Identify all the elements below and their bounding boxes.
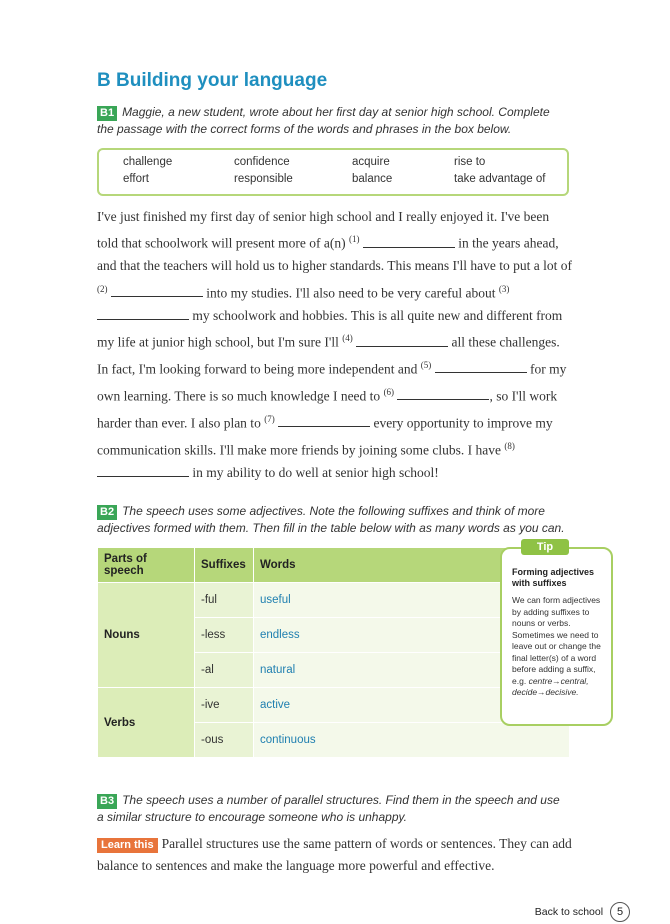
word-box-item: balance xyxy=(352,173,393,185)
tip-box xyxy=(500,547,613,726)
word-cell[interactable]: useful xyxy=(254,583,570,618)
b3-instruction-text: The speech uses a number of parallel structures. Find them in the speech and use a similar structure to encourage someone who is unhappy. xyxy=(97,793,560,824)
page-footer xyxy=(535,902,630,922)
blank-number: (7) xyxy=(264,413,275,424)
passage-text: all these challenges. In fact, I'm looking forward to being more independent and xyxy=(97,334,560,377)
word-box-item: responsible xyxy=(234,173,293,185)
tip-heading: Forming adjectives with suffixes xyxy=(512,567,595,588)
passage-text: my schoolwork and hobbies. This is all quite new and different from my life at junior high school, but I'm sure I'll xyxy=(97,307,563,350)
blank-number: (8) xyxy=(504,440,515,451)
passage-text: in my ability to do well at senior high school! xyxy=(192,464,439,480)
word-box-item: confidence xyxy=(234,156,290,168)
blank-6[interactable] xyxy=(397,387,489,400)
blank-3[interactable] xyxy=(97,307,189,320)
table-header: Words xyxy=(254,548,570,583)
section-letter: B xyxy=(97,70,111,91)
passage-text: , so I'll work harder than ever. I also plan to xyxy=(97,388,558,431)
table-row xyxy=(98,688,570,723)
blank-2[interactable] xyxy=(111,284,203,297)
word-cell[interactable]: endless xyxy=(254,618,570,653)
suffix-cell: -al xyxy=(195,653,254,688)
learn-this xyxy=(97,833,572,877)
b1-instruction xyxy=(97,104,567,138)
tip-example: centre→central, decide→decisive. xyxy=(512,675,589,697)
b2-instruction xyxy=(97,503,567,537)
page-number: 5 xyxy=(610,902,630,922)
table-header: Suffixes xyxy=(195,548,254,583)
word-box-item: challenge xyxy=(123,156,173,168)
table-row xyxy=(98,583,570,618)
blank-number: (6) xyxy=(383,386,395,397)
word-cell[interactable]: natural xyxy=(254,653,570,688)
passage-text: I've just finished my first day of senior high school and I really enjoyed it. I've been told that schoolwork will present more of a(n) xyxy=(97,209,550,251)
group-nouns: Nouns xyxy=(98,583,195,688)
b1-instruction-text: Maggie, a new student, wrote about her first day at senior high school. Complete the passage with the correct forms of the words and phrases in the box below. xyxy=(97,105,550,136)
blank-number: (4) xyxy=(342,333,353,344)
tip-body: We can form adjectives by adding suffixes to nouns or verbs. Sometimes we need to leave out or change the final letter(s) of a word before adding a suffix, e.g. xyxy=(512,595,601,686)
word-box-item: effort xyxy=(123,173,149,185)
b2-tag: B2 xyxy=(97,505,117,520)
passage-text: for my own learning. There is so much knowledge I need to xyxy=(97,361,567,404)
blank-1[interactable] xyxy=(363,235,455,248)
table-header: Parts of speech xyxy=(98,548,195,583)
group-verbs: Verbs xyxy=(98,688,195,758)
word-box xyxy=(97,148,569,196)
footer-text: Back to school xyxy=(534,906,604,918)
b3-instruction xyxy=(97,792,567,826)
section-title-text: Building your language xyxy=(116,70,328,91)
word-cell[interactable]: active xyxy=(254,688,570,723)
learn-this-text: Parallel structures use the same pattern of words or sentences. They can add balance to sentences and make the language more powerful and effective. xyxy=(97,836,572,873)
word-box-item: acquire xyxy=(352,156,390,168)
b3-tag: B3 xyxy=(97,794,117,809)
blank-4[interactable] xyxy=(356,334,448,347)
section-title xyxy=(97,70,327,92)
b2-instruction-text: The speech uses some adjectives. Note the following suffixes and think of more adjectives formed with them. Then fill in the table below with as many words as you can. xyxy=(97,504,565,535)
blank-5[interactable] xyxy=(435,360,527,373)
suffix-cell: -ous xyxy=(195,723,254,758)
passage xyxy=(97,206,572,484)
tip-body-wrap xyxy=(512,595,610,699)
tip-label: Tip xyxy=(521,539,569,555)
blank-8[interactable] xyxy=(97,464,189,477)
word-box-item: take advantage of xyxy=(454,173,546,185)
learn-this-tag: Learn this xyxy=(97,838,158,853)
suffix-cell: -ive xyxy=(195,688,254,723)
passage-text: into my studies. I'll also need to be very careful about xyxy=(206,285,496,301)
blank-number: (2) xyxy=(97,283,108,294)
b1-tag: B1 xyxy=(97,106,117,121)
passage-text: in the years ahead, and that the teachers will hold us to higher standards. This means I'll have to put a lot of xyxy=(97,235,572,274)
word-cell[interactable]: continuous xyxy=(254,723,570,758)
blank-number: (1) xyxy=(348,234,360,245)
word-box-item: rise to xyxy=(454,156,486,168)
blank-number: (3) xyxy=(498,283,510,294)
suffix-cell: -less xyxy=(195,618,254,653)
passage-text: every opportunity to improve my communication skills. I'll make more friends by joining some clubs. I have xyxy=(97,415,553,458)
blank-number: (5) xyxy=(420,359,432,370)
suffix-cell: -ful xyxy=(195,583,254,618)
blank-7[interactable] xyxy=(278,414,370,427)
